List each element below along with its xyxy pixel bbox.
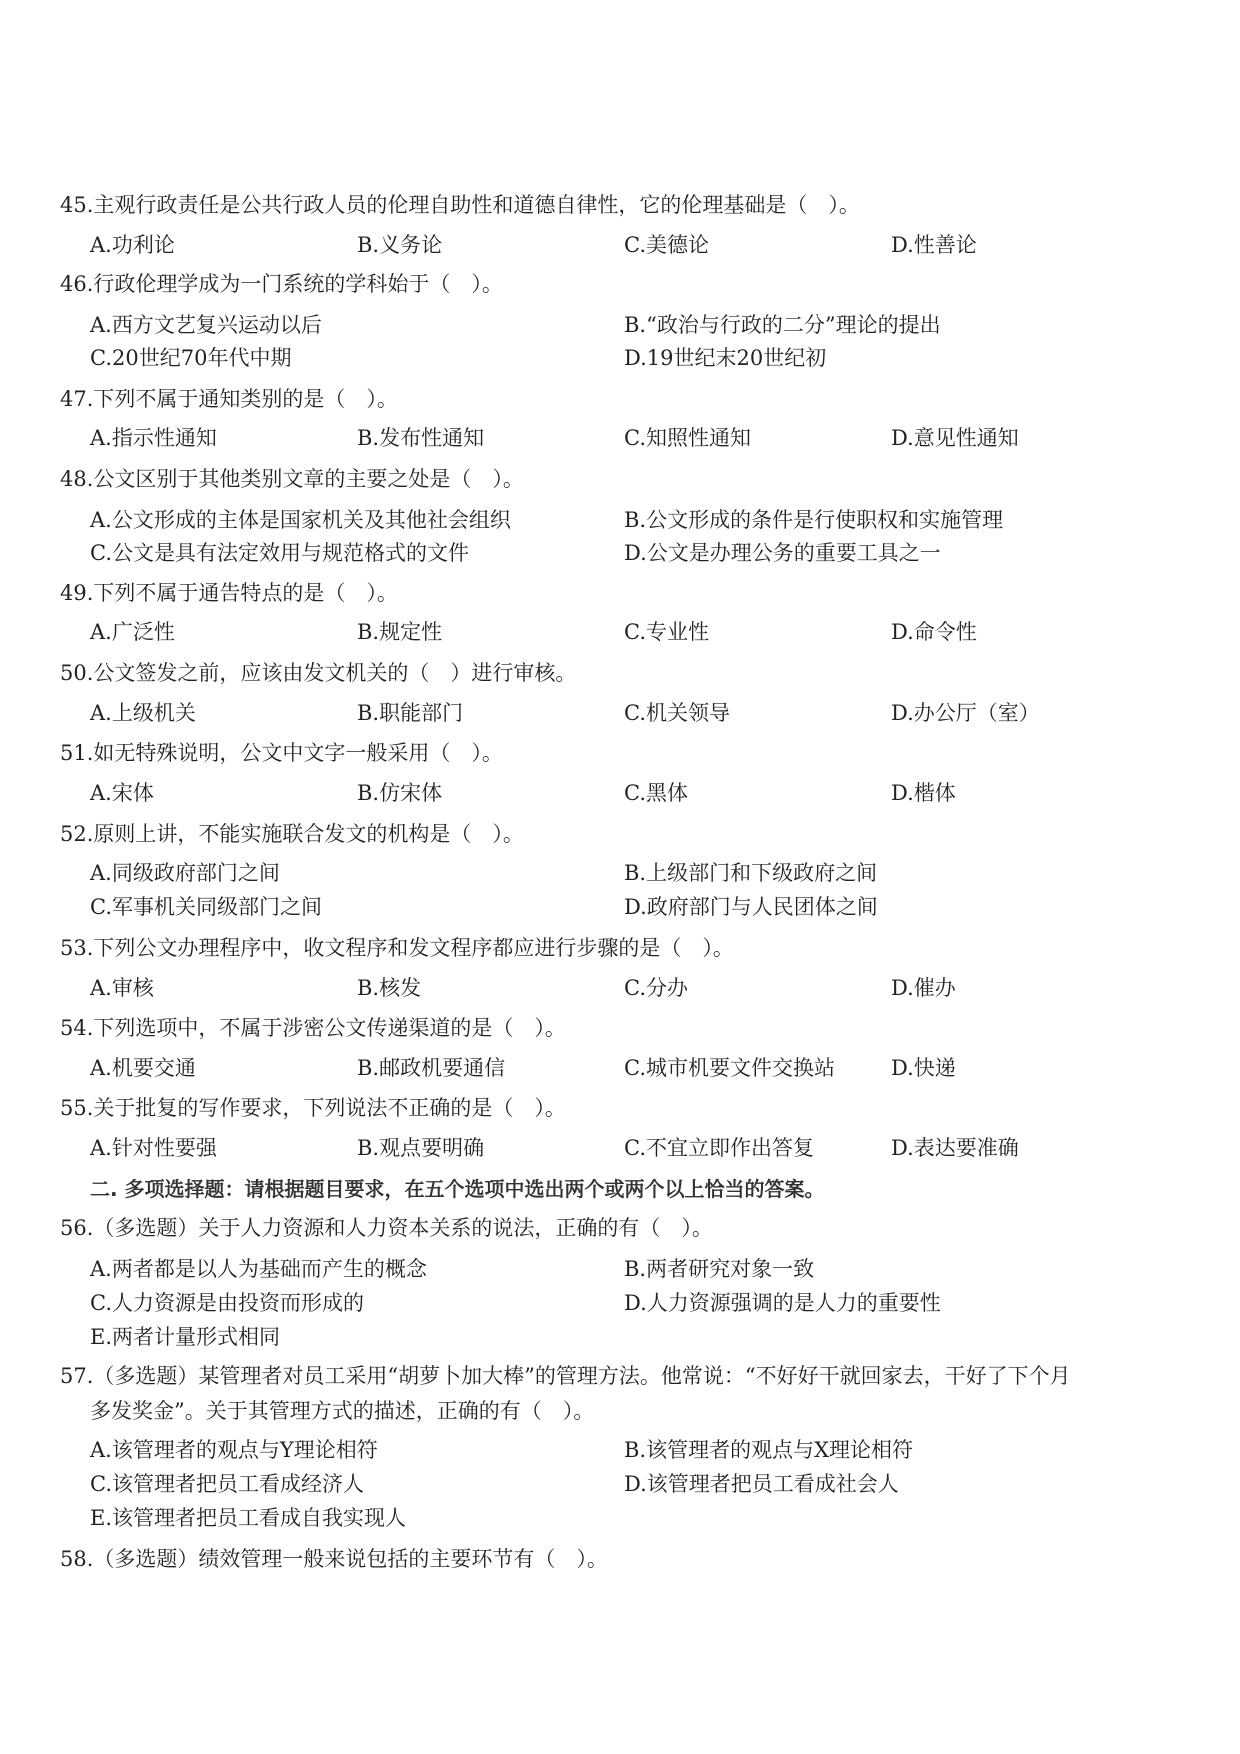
answer-option: C.分办 bbox=[624, 976, 688, 1000]
answer-option: B.公文形成的条件是行使职权和实施管理 bbox=[624, 508, 1004, 532]
answer-option: D.政府部门与人民团体之间 bbox=[624, 895, 878, 919]
answer-option: C.专业性 bbox=[624, 620, 709, 644]
answer-option: C.知照性通知 bbox=[624, 426, 751, 450]
answer-option: A.宋体 bbox=[90, 781, 154, 805]
answer-option: C.黑体 bbox=[624, 781, 688, 805]
question-stem: 45.主观行政责任是公共行政人员的伦理自助性和道德自律性，它的伦理基础是（ ）。 bbox=[60, 193, 860, 217]
answer-option: D.快递 bbox=[891, 1056, 956, 1080]
answer-option: D.表达要准确 bbox=[891, 1136, 1019, 1160]
answer-option: D.人力资源强调的是人力的重要性 bbox=[624, 1291, 941, 1315]
answer-option: A.同级政府部门之间 bbox=[90, 861, 280, 885]
answer-option: D.该管理者把员工看成社会人 bbox=[624, 1472, 899, 1496]
answer-option: D.楷体 bbox=[891, 781, 956, 805]
answer-option: A.公文形成的主体是国家机关及其他社会组织 bbox=[90, 508, 511, 532]
answer-option: D.办公厅（室） bbox=[891, 701, 1040, 725]
question-stem: 53.下列公文办理程序中，收文程序和发文程序都应进行步骤的是（ ）。 bbox=[60, 936, 734, 960]
answer-option: A.指示性通知 bbox=[90, 426, 217, 450]
answer-option: B.规定性 bbox=[357, 620, 443, 644]
answer-option: A.机要交通 bbox=[90, 1056, 196, 1080]
answer-option: A.该管理者的观点与Y理论相符 bbox=[90, 1438, 378, 1462]
answer-option: B.职能部门 bbox=[357, 701, 464, 725]
answer-option: B.邮政机要通信 bbox=[357, 1056, 506, 1080]
answer-option: B.仿宋体 bbox=[357, 781, 443, 805]
answer-option: C.公文是具有法定效用与规范格式的文件 bbox=[90, 541, 469, 565]
answer-option: D.命令性 bbox=[891, 620, 977, 644]
section-title: 二. 多项选择题：请根据题目要求，在五个选项中选出两个或两个以上恰当的答案。 bbox=[90, 1177, 825, 1201]
question-stem: 48.公文区别于其他类别文章的主要之处是（ ）。 bbox=[60, 467, 524, 491]
question-stem: 58.（多选题）绩效管理一般来说包括的主要环节有（ ）。 bbox=[60, 1547, 608, 1571]
answer-option: B.义务论 bbox=[357, 233, 443, 257]
answer-option: B.“政治与行政的二分”理论的提出 bbox=[624, 313, 941, 337]
answer-option: C.城市机要文件交换站 bbox=[624, 1056, 835, 1080]
answer-option: A.审核 bbox=[90, 976, 154, 1000]
answer-option: D.19世纪末20世纪初 bbox=[624, 346, 827, 370]
answer-option: B.该管理者的观点与X理论相符 bbox=[624, 1438, 914, 1462]
question-stem: 57.（多选题）某管理者对员工采用“胡萝卜加大棒”的管理方法。他常说：“不好好干就回家去，干好了下个月 bbox=[60, 1364, 1071, 1388]
answer-option: D.意见性通知 bbox=[891, 426, 1019, 450]
answer-option: E.两者计量形式相同 bbox=[90, 1325, 281, 1349]
answer-option: A.两者都是以人为基础而产生的概念 bbox=[90, 1257, 427, 1281]
answer-option: D.催办 bbox=[891, 976, 956, 1000]
question-stem: 49.下列不属于通告特点的是（ ）。 bbox=[60, 581, 398, 605]
question-stem-continued: 多发奖金”。关于其管理方式的描述，正确的有（ ）。 bbox=[90, 1399, 595, 1423]
question-stem: 55.关于批复的写作要求，下列说法不正确的是（ ）。 bbox=[60, 1096, 566, 1120]
answer-option: C.不宜立即作出答复 bbox=[624, 1136, 814, 1160]
answer-option: B.观点要明确 bbox=[357, 1136, 485, 1160]
answer-option: A.广泛性 bbox=[90, 620, 175, 644]
answer-option: C.机关领导 bbox=[624, 701, 730, 725]
question-stem: 52.原则上讲，不能实施联合发文的机构是（ ）。 bbox=[60, 822, 524, 846]
answer-option: A.西方文艺复兴运动以后 bbox=[90, 313, 322, 337]
question-stem: 46.行政伦理学成为一门系统的学科始于（ ）。 bbox=[60, 272, 503, 296]
answer-option: B.两者研究对象一致 bbox=[624, 1257, 815, 1281]
question-stem: 50.公文签发之前，应该由发文机关的（ ）进行审核。 bbox=[60, 661, 577, 685]
answer-option: E.该管理者把员工看成自我实现人 bbox=[90, 1506, 407, 1530]
question-stem: 47.下列不属于通知类别的是（ ）。 bbox=[60, 387, 398, 411]
answer-option: B.核发 bbox=[357, 976, 422, 1000]
answer-option: B.发布性通知 bbox=[357, 426, 485, 450]
answer-option: C.人力资源是由投资而形成的 bbox=[90, 1291, 364, 1315]
answer-option: A.针对性要强 bbox=[90, 1136, 217, 1160]
answer-option: A.上级机关 bbox=[90, 701, 196, 725]
answer-option: B.上级部门和下级政府之间 bbox=[624, 861, 878, 885]
answer-option: C.军事机关同级部门之间 bbox=[90, 895, 322, 919]
answer-option: A.功利论 bbox=[90, 233, 175, 257]
question-stem: 54.下列选项中，不属于涉密公文传递渠道的是（ ）。 bbox=[60, 1016, 566, 1040]
answer-option: C.20世纪70年代中期 bbox=[90, 346, 292, 370]
answer-option: D.公文是办理公务的重要工具之一 bbox=[624, 541, 941, 565]
answer-option: C.美德论 bbox=[624, 233, 709, 257]
answer-option: C.该管理者把员工看成经济人 bbox=[90, 1472, 364, 1496]
answer-option: D.性善论 bbox=[891, 233, 977, 257]
question-stem: 51.如无特殊说明，公文中文字一般采用（ ）。 bbox=[60, 741, 503, 765]
question-stem: 56.（多选题）关于人力资源和人力资本关系的说法，正确的有（ ）。 bbox=[60, 1216, 713, 1240]
